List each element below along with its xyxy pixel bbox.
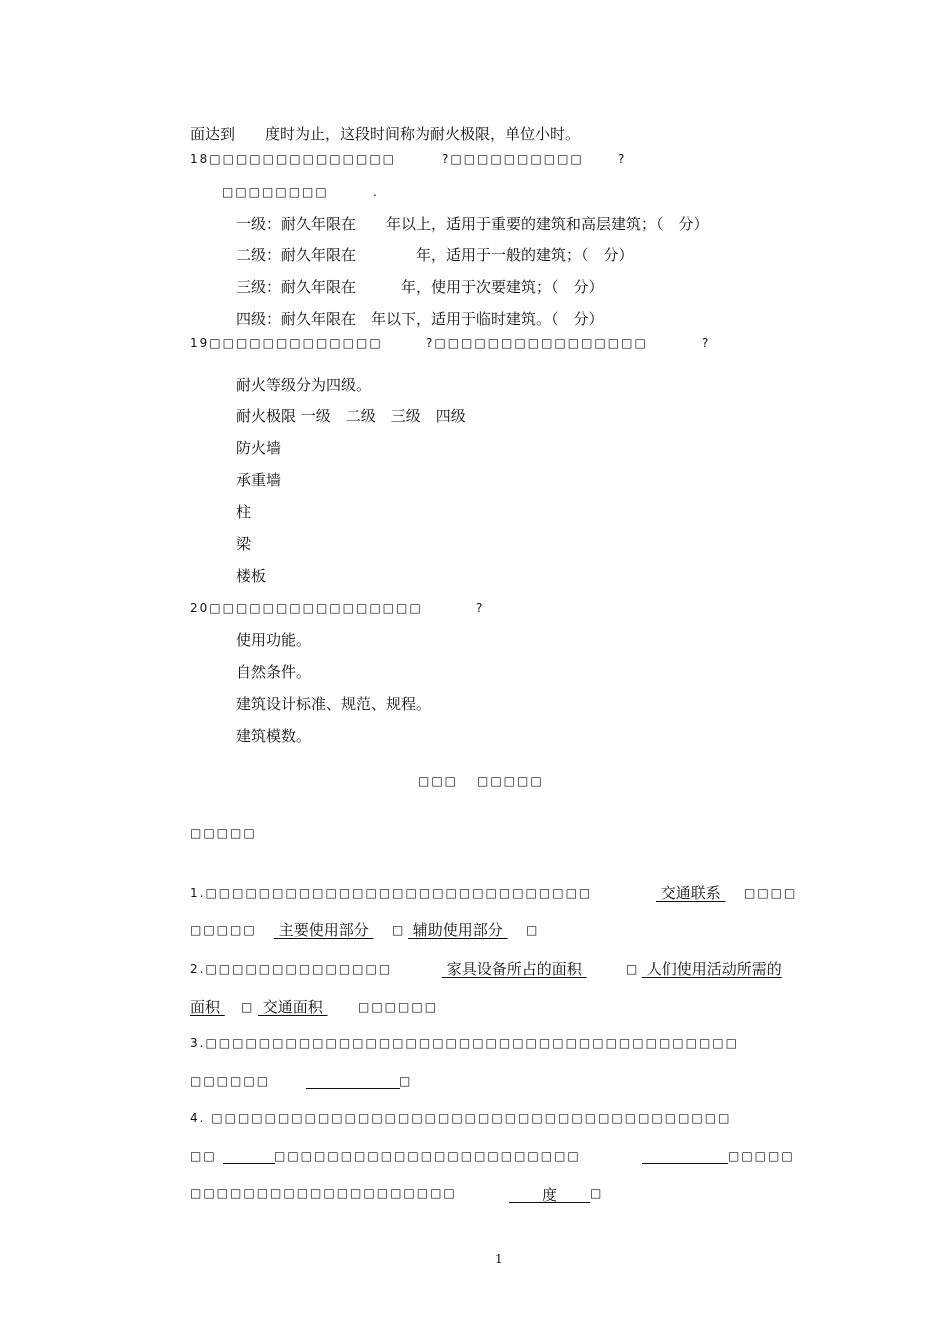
text-segment: □□□□□□ — [358, 1000, 439, 1014]
answer-text: 辅助使用部分 — [408, 921, 508, 939]
text-line: □□□□□□□□ — [222, 185, 329, 199]
answer-blank — [223, 1149, 275, 1165]
text-segment: □ — [392, 923, 406, 937]
text-dot: . — [373, 185, 379, 199]
chapter-heading: □□□□□ — [477, 774, 544, 788]
question-mark: ?□□□□□□□□□□□□□□□□ — [426, 336, 648, 350]
page-number: 1 — [495, 1252, 503, 1266]
fill-question-3: 3.□□□□□□□□□□□□□□□□□□□□□□□□□□□□□□□□□□□□□□□□ — [190, 1036, 739, 1050]
question-19-line: 19□□□□□□□□□□□□□ — [190, 336, 383, 350]
fire-line-1: 耐火等级分为四级。 — [236, 376, 372, 394]
text-segment: □□□□□□ — [190, 1074, 271, 1088]
text-segment: □□□□□□□□□□□□□□□□□□□□ — [190, 1186, 457, 1200]
grade-line-4: 四级：耐久年限在 年以下，适用于临时建筑。（ 分） — [236, 310, 604, 328]
answer-text — [509, 1186, 590, 1203]
factor-line-1: 使用功能。 — [236, 631, 312, 649]
text-segment: □□ — [190, 1149, 217, 1163]
text-segment: □□□□□ — [728, 1149, 795, 1163]
text-segment: □ — [590, 1186, 604, 1200]
question-mark: ? — [476, 601, 485, 615]
text-segment: □ — [526, 923, 540, 937]
answer-unit: 度 — [509, 1188, 590, 1203]
grade-line-1: 一级：耐久年限在 年以上，适用于重要的建筑和高层建筑；（ 分） — [236, 215, 709, 233]
question-mark: ?□□□□□□□□□□ — [442, 152, 584, 166]
fill-question-2: 2.□□□□□□□□□□□□□□ — [190, 962, 393, 976]
question-mark: ? — [618, 152, 627, 166]
fill-question-1: 1.□□□□□□□□□□□□□□□□□□□□□□□□□□□□□ — [190, 886, 593, 900]
answer-text: 家具设备所占的面积 — [442, 960, 587, 978]
text-segment: □□□□□ — [190, 923, 257, 937]
factor-line-3: 建筑设计标准、规范、规程。 — [236, 695, 432, 713]
answer-text: 人们使用活动所需的 — [642, 960, 782, 978]
fire-line-4: 承重墙 — [236, 471, 282, 489]
text-segment: □□□□ — [744, 886, 798, 900]
fire-line-5: 柱 — [236, 503, 252, 521]
text-line: 面达到 度时为止，这段时间称为耐火极限，单位小时。 — [190, 125, 581, 143]
grade-line-3: 三级：耐久年限在 年，使用于次要建筑；（ 分） — [236, 278, 604, 296]
section-heading: □□□□□ — [190, 826, 257, 840]
answer-text: 面积 — [190, 998, 225, 1016]
fire-line-6: 梁 — [236, 535, 252, 553]
fire-line-3: 防火墙 — [236, 439, 282, 457]
grade-line-2: 二级：耐久年限在 年，适用于一般的建筑；（ 分） — [236, 246, 634, 264]
question-18-line: 18□□□□□□□□□□□□□□ — [190, 152, 396, 166]
answer-blank — [642, 1149, 728, 1165]
text-segment: □ — [241, 1000, 255, 1014]
text-segment: □ — [399, 1074, 413, 1088]
text-segment: □□□□□□□□□□□□□□□□□□□□□□□ — [274, 1149, 581, 1163]
fire-line-7: 楼板 — [236, 567, 267, 585]
answer-text: 交通联系 — [656, 884, 726, 902]
answer-text: 交通面积 — [258, 998, 328, 1016]
question-20-line: 20□□□□□□□□□□□□□□□□ — [190, 601, 423, 615]
text-segment: □ — [626, 962, 640, 976]
chapter-heading: □□□ — [418, 774, 459, 788]
answer-blank — [306, 1074, 400, 1090]
answer-text: 主要使用部分 — [274, 921, 374, 939]
factor-line-4: 建筑模数。 — [236, 727, 312, 745]
factor-line-2: 自然条件。 — [236, 663, 312, 681]
fire-line-2: 耐火极限 一级 二级 三级 四级 — [236, 407, 466, 425]
question-mark: ? — [702, 336, 711, 350]
fill-question-4: 4. □□□□□□□□□□□□□□□□□□□□□□□□□□□□□□□□□□□□□□□ — [190, 1111, 732, 1125]
